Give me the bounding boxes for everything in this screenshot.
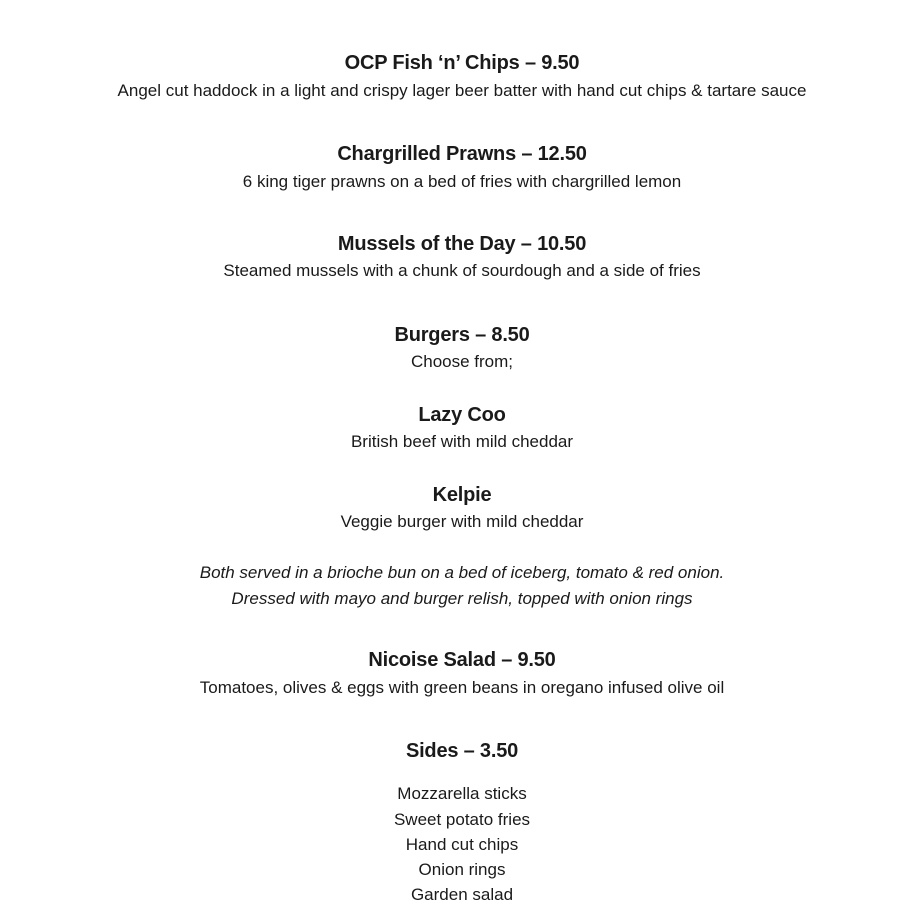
burger-option-description: British beef with mild cheddar <box>350 432 574 451</box>
menu-item-description: Angel cut haddock in a light and crispy lager beer batter with hand cut chips & tartare sauce <box>117 81 807 100</box>
sides-title: Sides – 3.50 <box>405 740 519 762</box>
menu-item-title: OCP Fish ‘n’ Chips – 9.50 <box>344 52 580 74</box>
menu-item-description: 6 king tiger prawns on a bed of fries with chargrilled lemon <box>242 172 682 191</box>
menu-item-title: Chargrilled Prawns – 12.50 <box>337 143 587 165</box>
side-item: Garden salad <box>410 885 514 904</box>
salad-title: Nicoise Salad – 9.50 <box>368 649 556 671</box>
burger-option-description: Veggie burger with mild cheddar <box>340 512 584 531</box>
burgers-description: Choose from; <box>410 352 514 371</box>
burger-option-title: Kelpie <box>432 484 492 506</box>
burgers-note: Dressed with mayo and burger relish, topped with onion rings <box>231 589 693 608</box>
burgers-note: Both served in a brioche bun on a bed of iceberg, tomato & red onion. <box>199 563 725 582</box>
side-item: Hand cut chips <box>405 835 519 854</box>
menu-item-title: Mussels of the Day – 10.50 <box>337 233 587 255</box>
menu-item-description: Steamed mussels with a chunk of sourdough and a side of fries <box>223 261 701 280</box>
side-item: Onion rings <box>418 860 506 879</box>
burger-option-title: Lazy Coo <box>418 404 506 426</box>
side-item: Sweet potato fries <box>393 810 531 829</box>
salad-description: Tomatoes, olives & eggs with green beans in oregano infused olive oil <box>199 678 725 697</box>
side-item: Mozzarella sticks <box>397 784 527 803</box>
burgers-title: Burgers – 8.50 <box>394 324 530 346</box>
